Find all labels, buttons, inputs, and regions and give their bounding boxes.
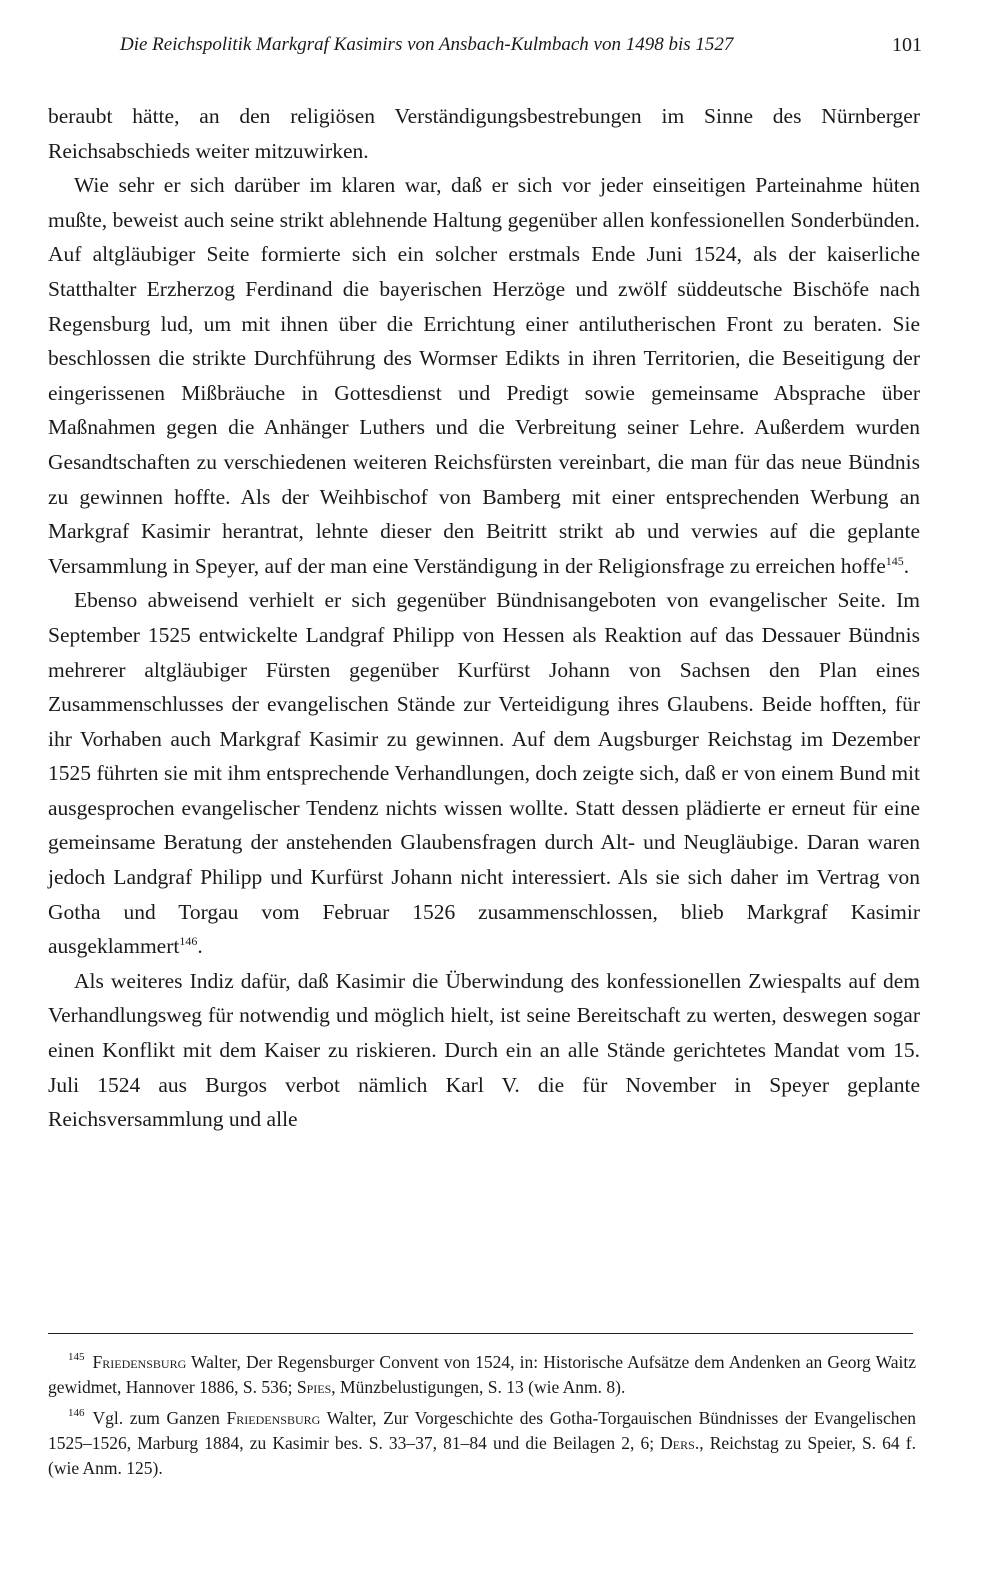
footnote-number: 146 [68,1406,85,1419]
paragraph [48,99,920,168]
running-title: Die Reichspolitik Markgraf Kasimirs von Ansbach-Kulmbach von 1498 bis 1527 [120,34,734,55]
footnote-author: Friedensburg [92,1352,187,1372]
footnote-text: , Reichstag zu Speier, S. 64 f. (wie Anm. 125). [48,1432,916,1479]
paragraph-end: . [197,934,203,959]
footnote-divider [48,1333,913,1334]
footnote-text: , Münzbelustigungen, S. 13 (wie Anm. 8). [331,1377,626,1398]
paragraph-text: Ebenso abweisend verhielt er sich gegenüber Bündnisangeboten von evangelischer Seite. Im September 1525 entwickelte Landgraf Philipp von Hessen als Reaktion auf das Dessauer Bündnis mehrerer altgläubiger Fürsten gegenüber Kurfürst Johann von Sachsen den Plan eines Zusammenschlusses der evangelischen Stände zur Verteidigung ihres Glaubens. Beide hofften, für ihr Vorhaben auch Markgraf Kasimir zu gewinnen. Auf dem Augsburger Reichstag im Dezember 1525 führten sie mit ihm entsprechende Verhandlungen, doch zeigte sich, daß er von einem Bund mit ausgesprochen evangelischer Tendenz nichts wissen wollte. Statt dessen plädierte er erneut für eine gemeinsame Beratung der anstehenden Glaubensfragen durch Alt- und Neugläubige. Daran waren jedoch Landgraf Philipp und Kurfürst Johann nicht interessiert. Als sie sich daher im Vertrag von Gotha und Torgau vom Februar 1526 zusammenschlossen, blieb Markgraf Kasimir ausgeklammert [48,588,920,959]
paragraph-text: Als weiteres Indiz dafür, daß Kasimir die Überwindung des konfessionellen Zwiespalts auf dem Verhandlungsweg für notwendig und möglich hielt, ist seine Bereitschaft zu werten, deswegen sogar einen Konflikt mit dem Kaiser zu riskieren. Durch ein an alle Stände gerichtetes Mandat vom 15. Juli 1524 aus Burgos verbot nämlich Karl V. die für November in Speyer geplante Reichsversammlung und alle [48,968,920,1132]
footnote-text: Walter, Der Regensburger Convent von 1524, in: Historische Aufsätze dem Andenken an Georg Waitz gewidmet, Hannover 1886, S. 536; [48,1352,916,1398]
footnote-reference[interactable]: 146 [179,934,198,949]
paragraph-text: Wie sehr er sich darüber im klaren war, daß er sich vor jeder einseitigen Parteinahme hüten mußte, beweist auch seine strikt ablehnende Haltung gegenüber allen konfessionellen Sonderbünden. Auf altgläubiger Seite formierte sich ein solcher erstmals Ende Juni 1524, als der kaiserliche Statthalter Erzherzog Ferdinand die bayerischen Herzöge und zwölf süddeutsche Bischöfe nach Regensburg lud, um mit ihnen über die Errichtung einer antilutherischen Front zu beraten. Sie beschlossen die strikte Durchführung des Wormser Edikts in ihren Territorien, die Beseitigung der eingerissenen Mißbräuche in Gottesdienst und Predigt sowie gemeinsame Absprache über Maßnahmen gegen die Anhänger Luthers und die Verbreitung seiner Lehre. Außerdem wurden Gesandtschaften zu verschiedenen weiteren Reichsfürsten vereinbart, die man für das neue Bündnis zu gewinnen hoffte. Als der Weihbischof von Bamberg mit einer entsprechenden Werbung an Markgraf Kasimir herantrat, lehnte dieser den Beitritt strikt ab und verwies auf die geplante Versammlung in Speyer, auf der man eine Verständigung in der Religionsfrage zu erreichen hoffe [48,173,920,578]
footnote [48,1345,916,1401]
footnote-reference[interactable]: 145 [885,553,904,568]
paragraph-text: beraubt hätte, an den religiösen Verständigungsbestrebungen im Sinne des Nürnberger Reichsabschieds weiter mitzuwirken. [48,104,920,163]
paragraph [48,168,920,583]
paragraph [48,964,920,1137]
page-header [120,34,922,64]
footnotes [48,1345,916,1481]
footnote-prefix: Vgl. zum Ganzen [92,1407,227,1428]
footnote-text: Walter, Zur Vorgeschichte des Gotha-Torgauischen Bündnisses der Evangelischen 1525–1526, Marburg 1884, zu Kasimir bes. S. 33–37, 81–84 und die Beilagen 2, 6; [48,1407,916,1453]
footnote-author: Ders. [660,1432,700,1453]
footnote-author: Spies [296,1377,332,1398]
paragraph [48,583,920,964]
footnote [48,1401,916,1482]
page-number: 101 [892,34,922,56]
paragraph-end: . [903,553,910,578]
footnote-author: Friedensburg [226,1407,321,1428]
footnote-number: 145 [68,1351,85,1363]
main-text [48,99,920,1137]
